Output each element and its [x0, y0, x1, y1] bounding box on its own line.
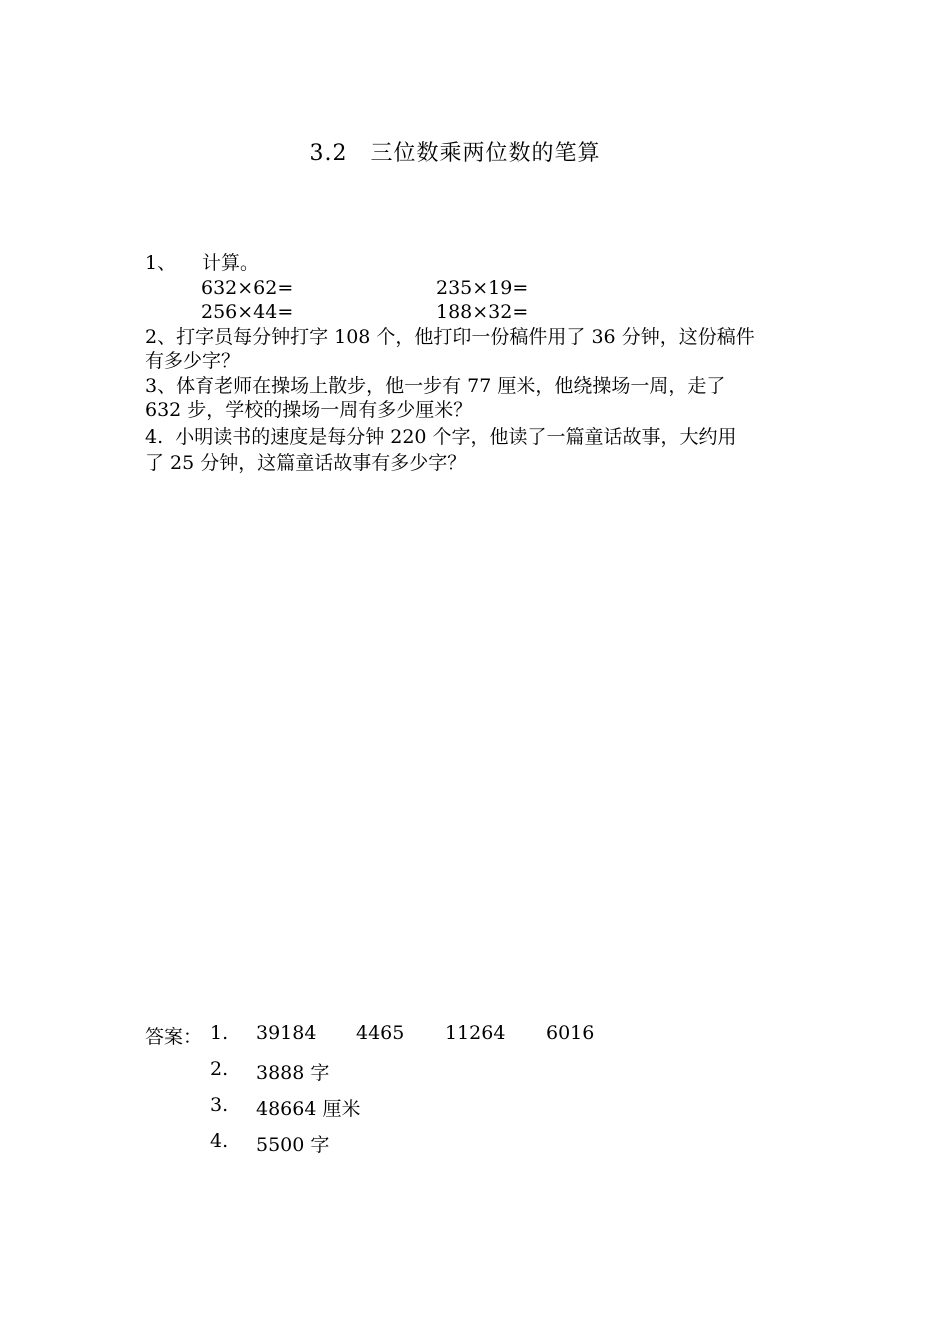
answer-1-value: 39184 [256, 1022, 317, 1044]
question-1-label: 计算。 [202, 252, 260, 274]
answer-1-value: 4465 [356, 1022, 405, 1044]
answer-4-number: 4. [210, 1130, 229, 1152]
question-1-number: 1、 [145, 252, 177, 274]
answer-3-value: 48664 厘米 [256, 1098, 361, 1120]
answer-2-number: 2. [210, 1058, 229, 1080]
answer-2-value: 3888 字 [256, 1062, 330, 1084]
question-3-line-1: 3、体育老师在操场上散步，他一步有 77 厘米，他绕操场一周，走了 [145, 375, 726, 397]
calc-problem: 235×19= [436, 277, 529, 299]
answer-3-number: 3. [210, 1094, 229, 1116]
answer-4-value: 5500 字 [256, 1134, 330, 1156]
question-3-line-2: 632 步，学校的操场一周有多少厘米？ [145, 399, 473, 421]
question-4-line-1: 4. 小明读书的速度是每分钟 220 个字，他读了一篇童话故事，大约用 [145, 426, 737, 448]
page-title: 3.2 三位数乘两位数的笔算 [309, 141, 601, 166]
answer-1-value: 6016 [546, 1022, 595, 1044]
question-2-line-1: 2、打字员每分钟打字 108 个，他打印一份稿件用了 36 分钟，这份稿件 [145, 326, 755, 348]
calc-problem: 188×32= [436, 301, 529, 323]
question-2-line-2: 有多少字？ [145, 350, 241, 372]
question-4-line-2: 了 25 分钟，这篇童话故事有多少字？ [145, 452, 467, 474]
calc-problem: 632×62= [201, 277, 294, 299]
answers-label: 答案： [145, 1026, 203, 1048]
calc-problem: 256×44= [201, 301, 294, 323]
answer-1-number: 1. [210, 1022, 229, 1044]
answer-1-value: 11264 [445, 1022, 506, 1044]
